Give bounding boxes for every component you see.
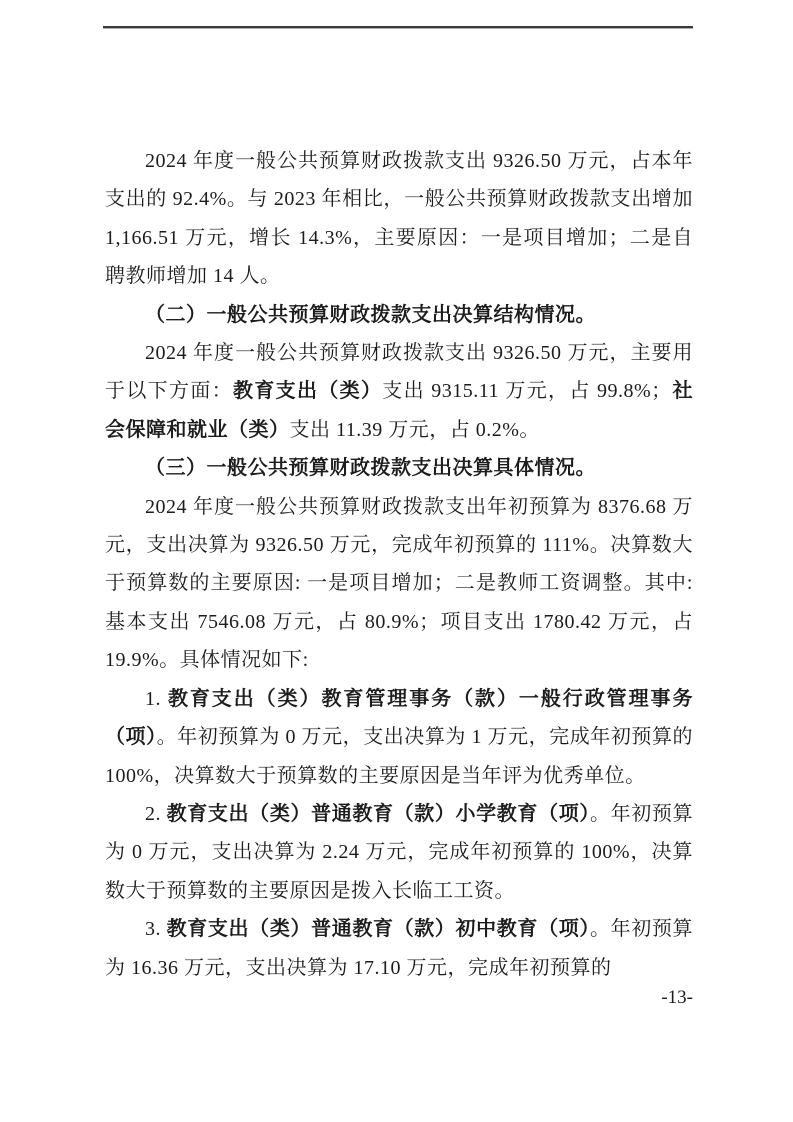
- para-item-2: [105, 795, 693, 910]
- page-number: -13-: [661, 987, 693, 1008]
- para-detail-overview: [105, 488, 693, 680]
- para-item-1: [105, 680, 693, 795]
- text-run: 2.: [145, 802, 167, 825]
- text-run-bold: （三）一般公共预算财政拨款支出决算具体情况。: [145, 457, 596, 480]
- text-run-bold: 教育支出（类）普通教育（款）初中教育（项）: [166, 918, 590, 941]
- text-run-bold: 教育支出（类）教育管理事务（款）一般行政管理事务（项）: [105, 687, 693, 749]
- text-run: 2024 年度一般公共预算财政拨款支出 9326.50 万元，占本年支出的 92.4%。与 2023 年相比，一般公共预算财政拨款支出增加 1,166.51 万元，增长 14.3%，主要原因：一是项目增加；二是自聘教师增加 14 人。: [105, 150, 693, 288]
- text-run: 。年初预算为 16.36 万元，支出决算为 17.10 万元，完成年初预算的: [105, 918, 694, 979]
- heading-section-3: [105, 449, 693, 487]
- text-run-bold: 社会保障和就业（类）: [105, 380, 694, 441]
- para-item-3: [105, 910, 693, 987]
- document-body: [105, 142, 693, 987]
- text-run-bold: 教育支出（类）普通教育（款）小学教育（项）: [166, 802, 590, 825]
- para-structure: [105, 334, 693, 449]
- text-run: 支出 9315.11 万元，占 99.8%；: [382, 380, 672, 403]
- text-run-bold: 教育支出（类）: [232, 380, 383, 403]
- text-run: 。年初预算为 0 万元，支出决算为 1 万元，完成年初预算的 100%，决算数大于预算数的主要原因是当年评为优秀单位。: [105, 726, 694, 787]
- text-run: 3.: [145, 918, 167, 941]
- para-expenditure-overview: [105, 142, 693, 296]
- text-run-bold: （二）一般公共预算财政拨款支出决算结构情况。: [145, 303, 596, 326]
- heading-section-2: [105, 296, 693, 334]
- text-run: 支出 11.39 万元，占 0.2%。: [289, 418, 540, 441]
- text-run: 1.: [145, 687, 168, 710]
- text-run: 。年初预算为 0 万元，支出决算为 2.24 万元，完成年初预算的 100%，决算数大于预算数的主要原因是拨入长临工工资。: [105, 802, 694, 902]
- header-rule: [103, 26, 693, 29]
- text-run: 2024 年度一般公共预算财政拨款支出 9326.50 万元，主要用于以下方面：: [105, 342, 693, 403]
- text-run: 2024 年度一般公共预算财政拨款支出年初预算为 8376.68 万元，支出决算为 9326.50 万元，完成年初预算的 111%。决算数大于预算数的主要原因: 一是项目增加；二是教师工资调整。其中: 基本支出 7546.08 万元，占 80.9%；项目支出 1780.42 万元，占 19.9%。具体情况如下:: [105, 495, 693, 672]
